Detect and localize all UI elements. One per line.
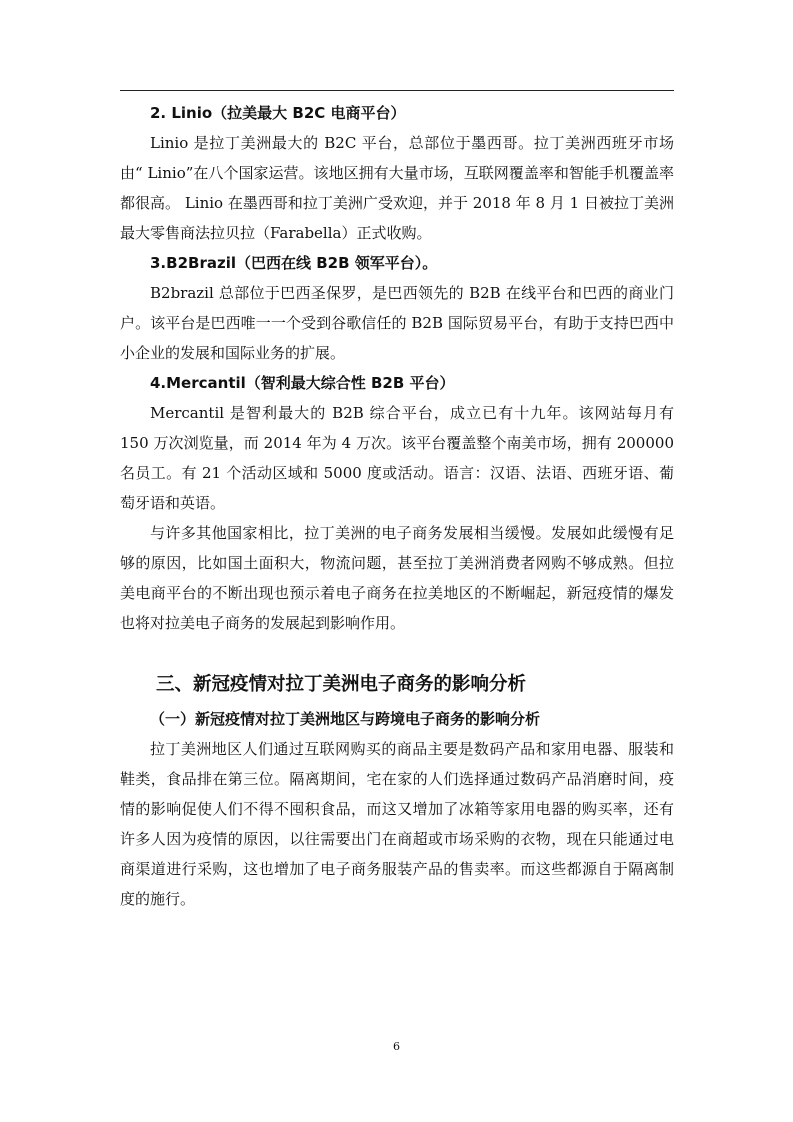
chapter-title: 三、新冠疫情对拉丁美洲电子商务的影响分析 xyxy=(156,674,527,695)
page-number: 6 xyxy=(393,1040,400,1053)
paragraph-b2brazil: B2brazil 总部位于巴西圣保罗，是巴西领先的 B2B 在线平台和巴西的商业门户。该平台是巴西唯一一个受到谷歌信任的 B2B 国际贸易平台，有助于支持巴西中小企业的发展和国际业务的扩展。 xyxy=(120,284,674,362)
paragraph-mercantil: Mercantil 是智利最大的 B2B 综合平台，成立已有十九年。该网站每月有 150 万次浏览量，而 2014 年为 4 万次。该平台覆盖整个南美市场，拥有 200000 名员工。有 21 个活动区域和 5000 度或活动。语言：汉语、法语、西班牙语、葡萄牙语和英语。 xyxy=(120,404,674,512)
section-heading-mercantil: 4.Mercantil（智利最大综合性 B2B 平台） xyxy=(150,374,455,392)
subsection-title: （一）新冠疫情对拉丁美洲地区与跨境电子商务的影响分析 xyxy=(150,710,541,728)
section-heading-linio: 2. Linio（拉美最大 B2C 电商平台） xyxy=(150,104,406,122)
paragraph-linio: Linio 是拉丁美洲最大的 B2C 平台，总部位于墨西哥。拉丁美洲西班牙市场由“ Linio”在八个国家运营。该地区拥有大量市场，互联网覆盖率和智能手机覆盖率都很高。 Linio 在墨西哥和拉丁美洲广受欢迎，并于 2018 年 8 月 1 日被拉丁美洲最大零售商法拉贝拉（Farabella）正式收购。 xyxy=(120,134,674,242)
paragraph-impact: 拉丁美洲地区人们通过互联网购买的商品主要是数码产品和家用电器、服装和鞋类，食品排在第三位。隔离期间，宅在家的人们选择通过数码产品消磨时间，疫情的影响促使人们不得不囤积食品，而这又增加了冰箱等家用电器的购买率，还有许多人因为疫情的原因，以往需要出门在商超或市场采购的衣物，现在只能通过电商渠道进行采购，这也增加了电子商务服装产品的售卖率。而这些都源自于隔离制度的施行。 xyxy=(120,740,674,908)
section-heading-b2brazil: 3.B2Brazil（巴西在线 B2B 领军平台）。 xyxy=(150,254,438,272)
paragraph-summary: 与许多其他国家相比，拉丁美洲的电子商务发展相当缓慢。发展如此缓慢有足够的原因，比如国土面积大，物流问题，甚至拉丁美洲消费者网购不够成熟。但拉美电商平台的不断出现也预示着电子商务在拉美地区的不断崛起，新冠疫情的爆发也将对拉美电子商务的发展起到影响作用。 xyxy=(120,524,674,632)
page-content xyxy=(120,98,674,914)
header-rule xyxy=(120,90,674,91)
